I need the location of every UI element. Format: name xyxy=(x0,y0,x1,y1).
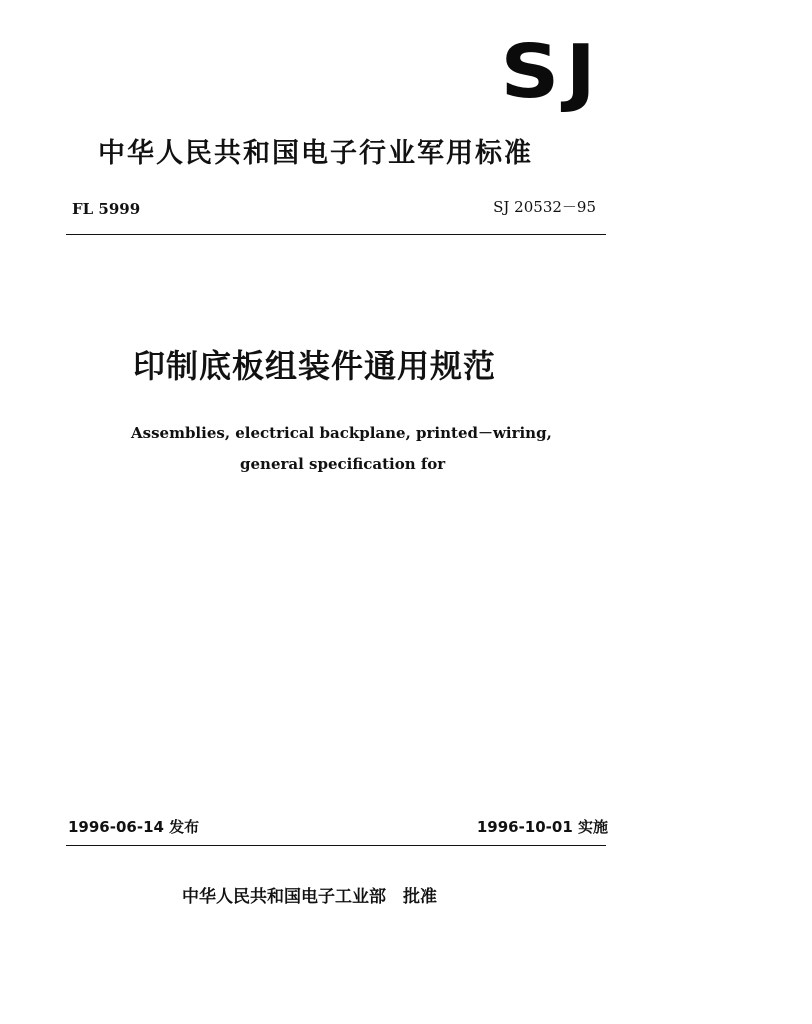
fl-classification-code: FL 5999 xyxy=(72,200,141,218)
document-title-chinese: 印制底板组装件通用规范 xyxy=(133,347,497,385)
footer-divider xyxy=(66,845,606,846)
effective-date: 1996-10-01 实施 xyxy=(476,818,608,836)
sj-logo: SJ xyxy=(500,29,602,116)
document-title-english-line-1: Assemblies, electrical backplane, printed－wiring, xyxy=(131,424,552,442)
sj-standard-number: SJ 20532－95 xyxy=(493,198,596,216)
approving-authority: 中华人民共和国电子工业部 批准 xyxy=(182,887,437,907)
header-divider xyxy=(66,234,606,235)
document-title-english-line-2: general specification for xyxy=(240,455,446,473)
issue-date: 1996-06-14 发布 xyxy=(68,818,200,836)
standard-category-title: 中华人民共和国电子行业军用标准 xyxy=(98,138,533,169)
